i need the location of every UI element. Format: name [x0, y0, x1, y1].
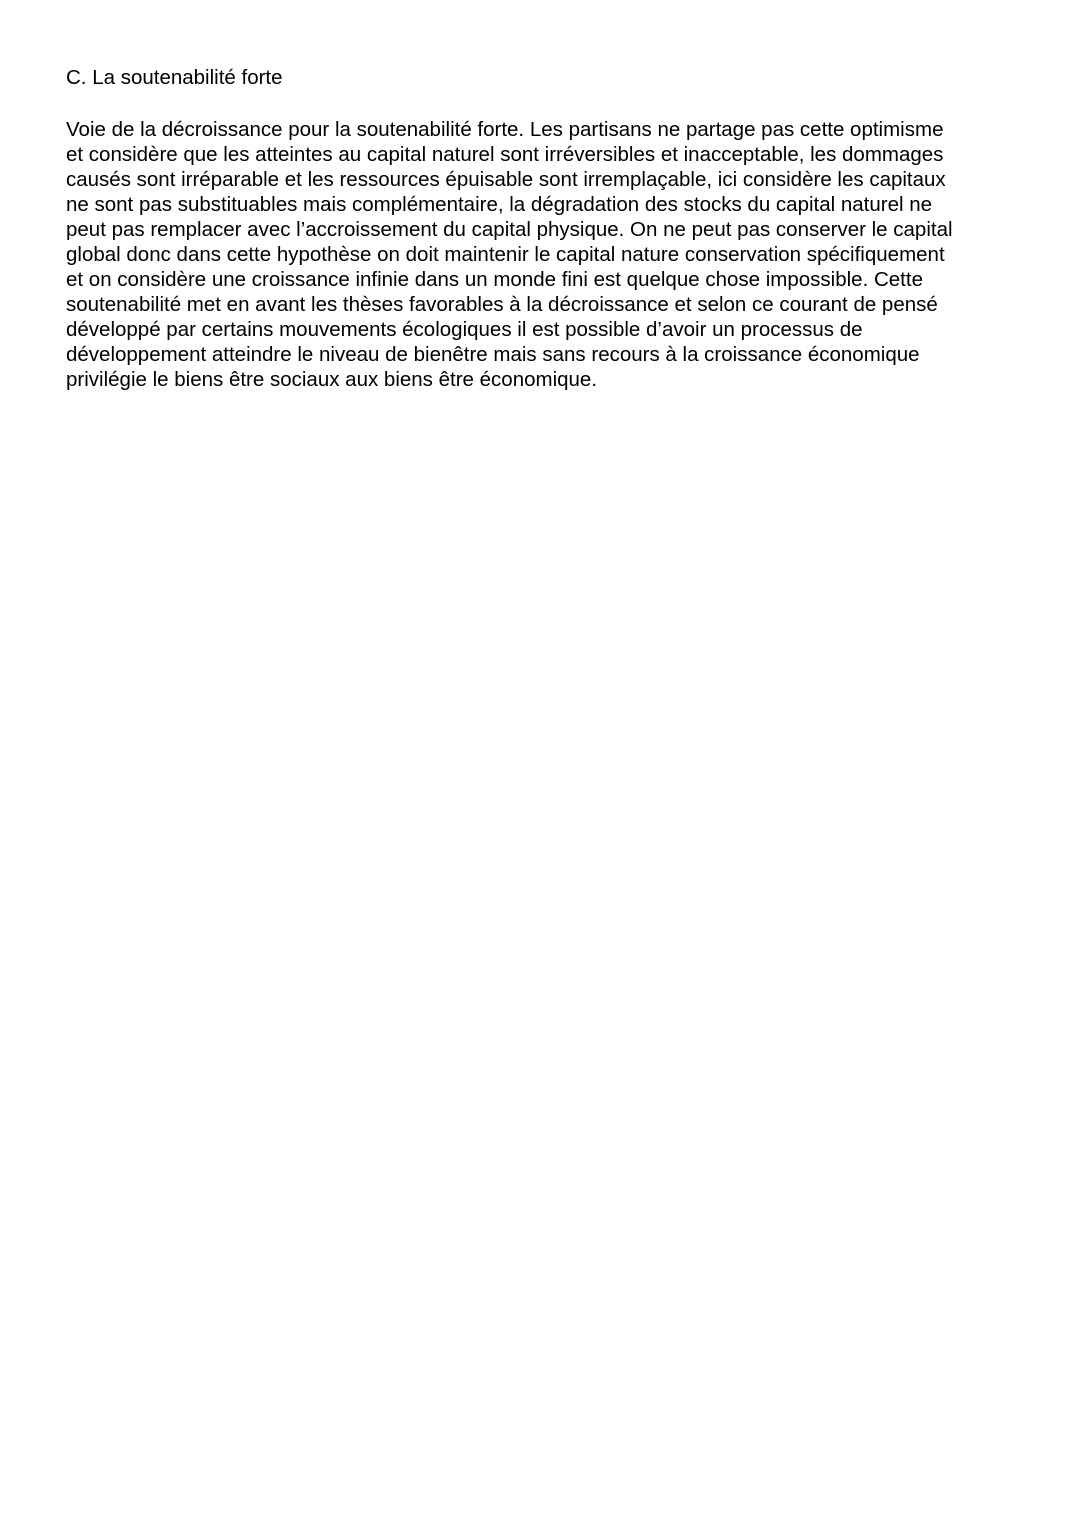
paragraph-line: privilégie le biens être sociaux aux biens être économique.	[66, 368, 598, 391]
paragraph-line: et on considère une croissance infinie dans un monde fini est quelque chose impossible. Cette	[66, 268, 923, 291]
paragraph-line: Voie de la décroissance pour la soutenabilité forte. Les partisans ne partage pas cette optimisme	[66, 118, 944, 141]
paragraph-line: peut pas remplacer avec l’accroissement du capital physique. On ne peut pas conserver le capital	[66, 218, 953, 241]
paragraph-line: global donc dans cette hypothèse on doit maintenir le capital nature conservation spécifiquement	[66, 243, 945, 266]
paragraph-line: soutenabilité met en avant les thèses favorables à la décroissance et selon ce courant de pensé	[66, 293, 938, 316]
paragraph-line: développé par certains mouvements écologiques il est possible d’avoir un processus de	[66, 318, 863, 341]
section-paragraph	[66, 117, 1026, 392]
paragraph-line: et considère que les atteintes au capital naturel sont irréversibles et inacceptable, les dommages	[66, 143, 944, 166]
paragraph-line: causés sont irréparable et les ressources épuisable sont irremplaçable, ici considère les capitaux	[66, 168, 946, 191]
paragraph-line: développement atteindre le niveau de bienêtre mais sans recours à la croissance économique	[66, 343, 920, 366]
paragraph-line: ne sont pas substituables mais complémentaire, la dégradation des stocks du capital naturel ne	[66, 193, 933, 216]
section-heading: C. La soutenabilité forte	[66, 66, 283, 89]
